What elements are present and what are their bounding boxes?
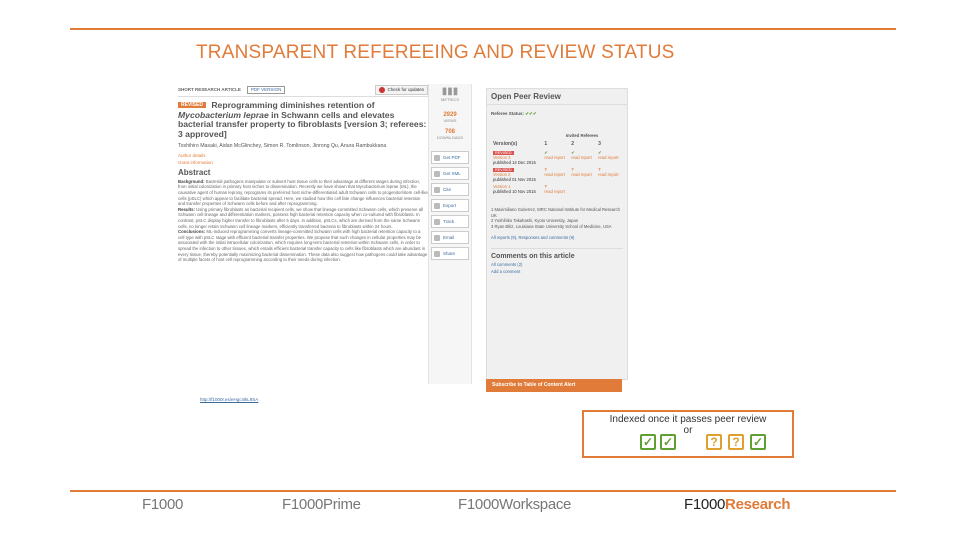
f1000workspace-logo xyxy=(458,496,571,513)
metrics-label[interactable]: METRICS xyxy=(441,97,459,102)
check-updates-button[interactable] xyxy=(375,85,428,95)
conclusions-text: ML-induced reprogramming converts lineage-committed Schwann cells with high bacterial retention capacity to a cell type with pSLC stage with efficient bacterial transfer properties. We propose that such changes in cellular properties may be associated with the initial intracellular colonization, which requires long-term bacterial retention within Schwann cells, in order to spread the infection to other tissues, which entails efficient bacterial transfer capacity to cells like fibroblasts which are abundant in every tissue, thereby potentially maximizing bacterial dissemination. These data also suggest how pathogens could take advantage of multiple facets of host cell reprogramming according to their needs during infection. xyxy=(178,229,428,263)
all-comments-link[interactable]: All comments (2) xyxy=(491,262,523,268)
all-reports-link[interactable]: All reports (9), Responses and comments (9) xyxy=(491,235,575,241)
version-link[interactable]: Version 1 xyxy=(493,184,511,189)
get-xml-label: Get XML xyxy=(443,171,461,176)
table-row xyxy=(491,166,623,183)
table-row xyxy=(491,183,623,199)
get-pdf-label: Get PDF xyxy=(443,155,461,160)
referee-item[interactable]: 1 Maximiliano Gutierrez, MRC National Institute for Medical Research UK xyxy=(491,207,620,218)
referee-status-label: Referee Status: xyxy=(491,111,525,116)
bottom-divider xyxy=(70,490,896,492)
question-icon: ? xyxy=(571,167,574,172)
abstract-heading: Abstract xyxy=(178,167,211,177)
logo-base: F1000 xyxy=(142,496,184,513)
referee-column-2: 2 xyxy=(571,141,575,147)
background-label: Background: xyxy=(178,178,205,184)
approved-icon: ✔ xyxy=(598,150,602,155)
subscribe-toc-alert-button[interactable]: Subscribe to Table of Content Alert xyxy=(486,379,622,392)
get-pdf-button[interactable] xyxy=(431,151,469,164)
top-divider xyxy=(70,28,896,30)
cite-button[interactable] xyxy=(431,183,469,196)
email-icon xyxy=(434,235,440,241)
background-text: Bacterial pathogens manipulate or subvert host tissue cells to their advantage at different stages during infection, from initial colonization in primary host niches to dissemination. Recently we have shown that Mycobacterium leprae (ML), the causative agent of human leprosy, reprograms its preferred host niche-differentiated adult Schwann cells to progenitor/stem cell-like cells (pSLC) which appear to facilitate bacterial spread. Here, we studied how this cell fate change influences bacterial retention and transfer properties of Schwann cells before and after reprogramming. xyxy=(178,178,428,207)
version-link[interactable]: Version 3 xyxy=(493,155,511,160)
views-label: VIEWS xyxy=(443,118,457,123)
referee-status xyxy=(487,105,627,123)
article-header xyxy=(178,84,428,97)
approved-check-icon: ✓ xyxy=(750,434,766,450)
approved-check-icon: ✔✔✔ xyxy=(525,111,537,116)
email-button[interactable] xyxy=(431,231,469,244)
question-icon: ? xyxy=(544,167,547,172)
approved-check-icon: ✓ xyxy=(660,434,676,450)
abstract-text xyxy=(178,179,428,263)
approved-icon: ✔ xyxy=(544,150,548,155)
table-row xyxy=(491,149,623,166)
logo-base: F1000 xyxy=(684,496,726,513)
track-label: Track xyxy=(443,219,455,224)
question-mark-icon: ? xyxy=(728,434,744,450)
invited-referees-label: Invited Referees xyxy=(565,133,599,138)
version-link[interactable]: Version 2 xyxy=(493,172,511,177)
question-mark-icon: ? xyxy=(706,434,722,450)
referee-column-1: 1 xyxy=(544,141,548,147)
xml-icon xyxy=(434,171,440,177)
referee-item[interactable]: 2 Yoshihiko Takahashi, Kyoto University, Japan xyxy=(491,218,579,224)
read-report-link[interactable]: read report xyxy=(598,172,619,177)
source-url-link[interactable]: http://f1000r.es/eHgc4ikL9SA xyxy=(200,397,259,402)
version-column-header: Version(s) xyxy=(493,141,518,147)
logo-base: F1000 xyxy=(282,496,324,513)
open-peer-review-panel xyxy=(486,88,628,380)
version-date: published 10 Nov 2015 xyxy=(493,189,536,194)
f1000-logo xyxy=(142,496,183,513)
open-peer-review-heading: Open Peer Review xyxy=(487,89,627,105)
views-count: 2929 xyxy=(443,112,457,118)
conclusions-label: Conclusions: xyxy=(178,229,206,235)
referee-table xyxy=(491,140,623,199)
f1000research-logo xyxy=(684,496,790,513)
read-report-link[interactable]: read report xyxy=(544,172,565,177)
version-date: published 01 Nov 2015 xyxy=(493,177,536,182)
bar-chart-icon: ▮▮▮ xyxy=(441,86,459,97)
downloads-label: DOWNLOADS xyxy=(436,135,464,140)
cite-icon xyxy=(434,187,440,193)
question-icon: ? xyxy=(598,167,601,172)
article-title-part1: Reprogramming diminishes retention of xyxy=(211,100,375,111)
indexing-callout xyxy=(582,410,794,458)
article-panel xyxy=(178,84,428,400)
revised-badge: REVISED xyxy=(178,102,206,108)
export-button[interactable] xyxy=(431,199,469,212)
slide-title: TRANSPARENT REFEREEING AND REVIEW STATUS xyxy=(196,42,675,63)
f1000prime-logo xyxy=(282,496,361,513)
check-updates-label: Check for updates xyxy=(387,86,424,92)
results-label: Results: xyxy=(178,206,195,212)
article-title-part2: in Schwann cells and elevates bacterial transfer property to fibroblasts [version 3; referees: 3 approved] xyxy=(178,109,427,139)
logo-suffix: Prime xyxy=(323,496,361,513)
export-icon xyxy=(434,203,440,209)
updates-icon xyxy=(379,87,385,93)
article-type-tag: SHORT RESEARCH ARTICLE xyxy=(178,86,241,92)
revised-tag: REVISED xyxy=(495,168,512,172)
get-xml-button[interactable] xyxy=(431,167,469,180)
track-button[interactable] xyxy=(431,215,469,228)
track-icon xyxy=(434,219,440,225)
or-text: or xyxy=(683,425,693,436)
version-date: published 14 Dec 2015 xyxy=(493,160,536,165)
referee-item[interactable]: 3 Ryan Blitz, Louisiana State University School of Medicine, USA xyxy=(491,223,612,229)
read-report-link[interactable]: read report xyxy=(598,155,619,160)
share-button[interactable] xyxy=(431,247,469,260)
approved-icon: ✔ xyxy=(571,150,575,155)
read-report-link[interactable]: read report xyxy=(544,189,565,194)
pdf-version-button[interactable]: PDF VERSION xyxy=(247,86,286,94)
logo-suffix: Workspace xyxy=(499,496,572,513)
referee-column-3: 3 xyxy=(598,141,601,147)
article-authors[interactable]: Toshihiro Masaki, Aidan McGlinchey, Simon R. Tomlinson, Jinrong Qu, Anura Rambukkana xyxy=(178,143,387,150)
downloads-count: 708 xyxy=(444,129,455,135)
article-title-italic: Mycobacterium leprae xyxy=(178,109,269,120)
question-icon: ? xyxy=(544,184,547,189)
read-report-link[interactable]: read report xyxy=(571,155,592,160)
add-comment-link[interactable]: Add a comment xyxy=(491,269,521,275)
comments-heading: Comments on this article xyxy=(491,248,623,260)
referee-list xyxy=(491,207,623,229)
grant-information-link[interactable]: Grant information xyxy=(178,159,213,165)
article-title xyxy=(178,101,428,139)
read-report-link[interactable]: read report xyxy=(544,155,565,160)
read-report-link[interactable]: read report xyxy=(571,172,592,177)
metrics-sidebar xyxy=(428,84,472,384)
email-label: Email xyxy=(443,235,455,240)
share-icon xyxy=(434,251,440,257)
results-text: Using primary fibroblasts as bacterial recipient cells, we show that lineage-committed Schwann cells, which preserve all Schwann cell lineage and differentiation markers, possess high bacterial retention capacity when co-cultured with fibroblasts. In contrast, pSLC display higher transfer to fibroblasts after 5 days. In addition, pSLCs, which are derived from the same Schwann cells, no longer retain Schwann cell lineage markers, efficiently transferred bacteria to fibroblasts within 24 hours. xyxy=(178,206,424,229)
export-label: Export xyxy=(443,203,457,208)
revised-tag: REVISED xyxy=(495,151,512,155)
cite-label: Cite xyxy=(443,187,452,192)
pdf-icon xyxy=(434,155,440,161)
author-details-link[interactable]: Author details xyxy=(178,152,206,158)
approved-check-icon: ✓ xyxy=(640,434,656,450)
logo-base: F1000 xyxy=(458,496,500,513)
share-label: Share xyxy=(443,251,456,256)
indexing-text: Indexed once it passes peer review xyxy=(609,414,767,425)
article-screenshot xyxy=(174,84,630,400)
status-icons xyxy=(584,434,796,452)
logo-suffix: Research xyxy=(725,496,791,513)
